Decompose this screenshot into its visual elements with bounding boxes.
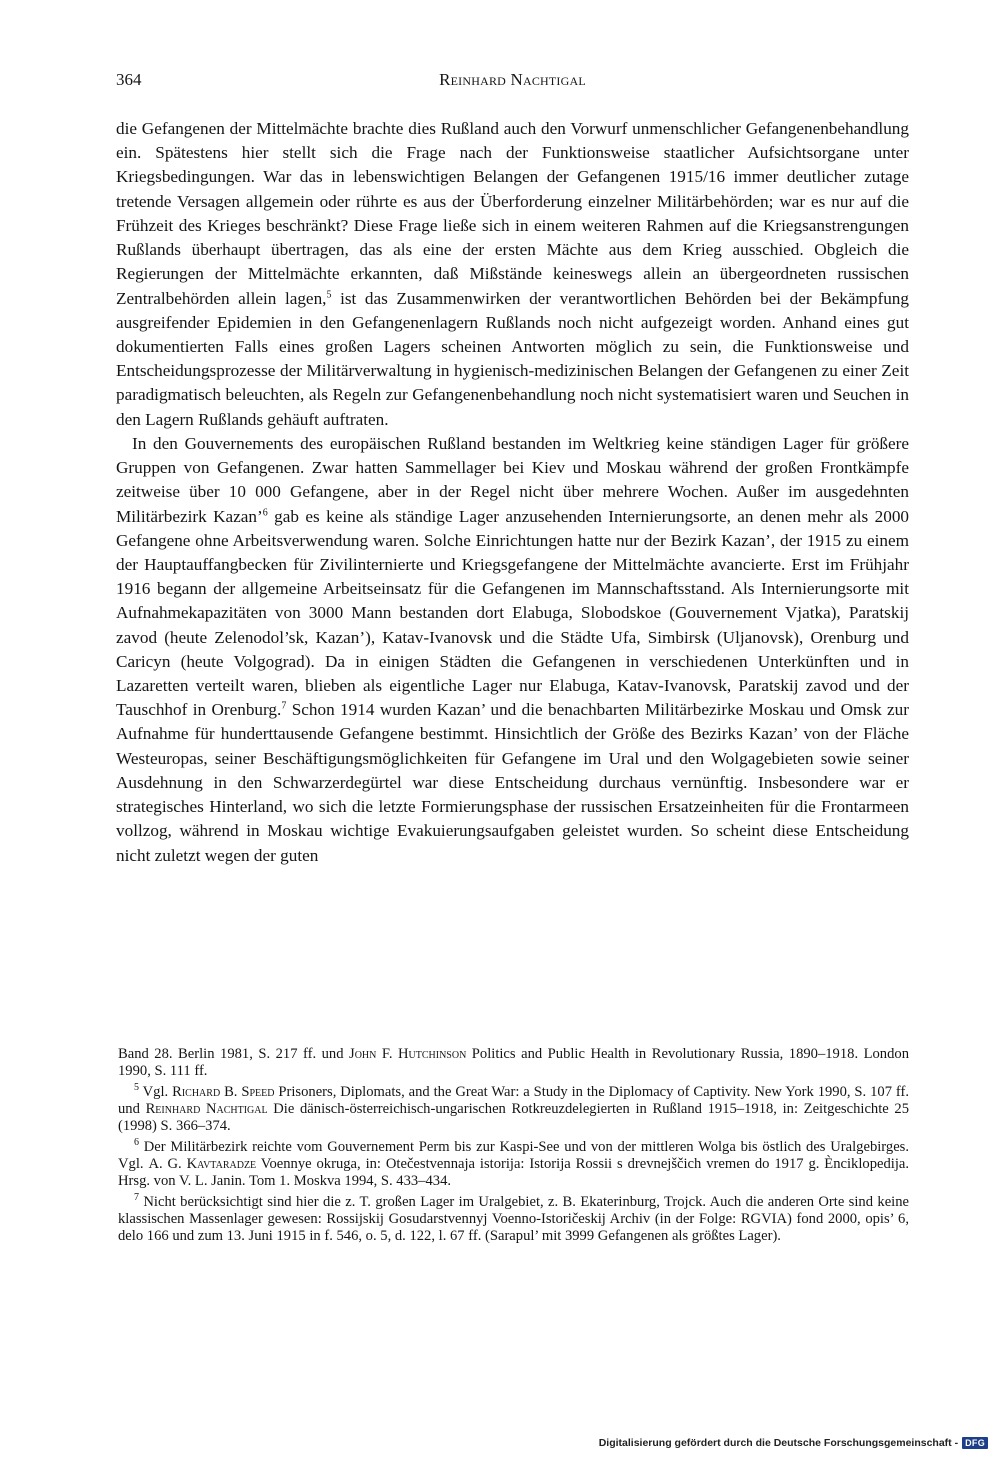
footnote-cont-author: John F. Hutchinson bbox=[349, 1046, 467, 1062]
paragraph-2-text-end: Schon 1914 wurden Kazan’ und die benachbarten Militärbezirke Moskau und Omsk zur Aufnahme für hunderttausende Gefangene bestimmt. Hinsichtlich der Größe des Bezirks Kazan’ von der Fläche Westeuropas, seiner Beschäftigungsmöglichkeiten für Gefangene im Ural und den Wolgagebieten sowie seiner Ausdehnung in den Schwarzerdegürtel war diese Entscheidung durchaus vernünftig. Insbesondere war er strategisches Hinterland, wo sich die letzte Formierungsphase der russischen Ersatzeinheiten für die Frontarmeen vollzog, während in Moskau wichtige Evakuierungsaufgaben geleistet wurden. So scheint diese Entscheidung nicht zuletzt wegen der guten bbox=[116, 700, 909, 865]
page-number: 364 bbox=[116, 70, 142, 89]
footnote-5-text-cont: Prisoners, Diplomats, and the Great War: a Study in the Diplomacy of Captivity. New York 1990, S. 107 ff. und bbox=[118, 1083, 910, 1118]
footnote-cont-text-end: Politics and Public Health in Revolutionary Russia, 1890–1918. London 1990, S. 111 ff. bbox=[118, 1046, 909, 1080]
dfg-logo: DFG bbox=[962, 1437, 988, 1449]
footnote-6-author: A. G. Kavtaradze bbox=[148, 1156, 257, 1173]
footnote-5-text-end: Die dänisch-österreichisch-ungarischen Rotkreuzdelegierten in Rußland 1915–1918, in: Zeitgeschichte 25 (1998) S. 366–374. bbox=[118, 1101, 910, 1135]
footnote-5-number: 5 bbox=[134, 1081, 139, 1093]
paragraph-1 bbox=[116, 117, 909, 432]
paragraph-1-text: die Gefangenen der Mittelmächte brachte dies Rußland auch den Vorwurf unmenschlicher Gefangenenbehandlung ein. Spätestens hier stellt sich die Frage nach der Funktionsweise staatlicher Aufsichtsorgane unter Kriegsbedingungen. War das in lebenswichtigen Belangen der Gefangenen 1915/16 immer deutlicher zutage tretende Versagen allgemein oder rührte es aus der Überforderung einzelner Militärbehörden; war es nur auf die Frühzeit des Krieges beschränkt? Diese Frage ließe sich in einem weiteren Rahmen auf die Kriegsanstrengungen Rußlands überhaupt übertragen, das als eine der ersten Mächte aus dem Krieg ausschied. Obgleich die Regierungen der Mittelmächte erkannten, daß Mißstände keineswegs allein an übergeordneten russischen Zentralbehörden allein lagen, bbox=[116, 119, 909, 308]
footnote-ref-5: 5 bbox=[326, 288, 332, 300]
running-title: Reinhard Nachtigal bbox=[439, 70, 586, 89]
paragraph-1-text-cont: ist das Zusammenwirken der verantwortlichen Behörden bei der Bekämpfung ausgreifender Epidemien in den Gefangenenlagern Rußlands noch nicht aufgezeigt worden. Anhand eines gut dokumentierten Falls eines großen Lagers scheinen Antworten möglich zu sein, die Funktionsweise und Entscheidungsprozesse der Militärverwaltung in hygienisch-medizinischen Belangen der Gefangenen zu einer Zeit paradigmatisch beleuchten, als Regeln zur Gefangenenbehandlung noch nicht systematisiert waren und Seuchen in den Lagern Rußlands gehäuft auftraten. bbox=[116, 288, 909, 429]
footnote-ref-7: 7 bbox=[281, 700, 287, 712]
paragraph-2-text: In den Gouvernements des europäischen Rußland bestanden im Weltkrieg keine ständigen Lager für größere Gruppen von Gefangenen. Zwar hatten Sammellager bei Kiev und Moskau während der großen Frontkämpfe zeitweise über 10 000 Gefangene, aber in der Regel nicht über mehrere Wochen. Außer im ausgedehnten Militärbezirk Kazan’ bbox=[116, 433, 909, 526]
footnote-7 bbox=[118, 1191, 909, 1246]
footnote-7-number: 7 bbox=[134, 1191, 139, 1203]
footnote-6-text: Der Militärbezirk reichte vom Gouvernement Perm bis zur Kaspi-See und von der mittleren Wolga bis östlich des Uralgebirges. Vgl. bbox=[118, 1138, 909, 1173]
footnote-cont-text: Band 28. Berlin 1981, S. 217 ff. und bbox=[118, 1046, 350, 1062]
paragraph-2-text-cont: gab es keine als ständige Lager anzusehenden Internierungsorte, an denen mehr als 2000 Gefangene ohne Arbeitsverwendung waren. Solche Einrichtungen hatte nur der Bezirk Kazan’, der 1915 zu einem der Hauptauffangbecken für Zivilinternierte und Kriegsgefangene der Mittelmächte avancierte. Erst im Frühjahr 1916 begann der allgemeine Arbeitseinsatz für die Gefangenen im Mannschaftsstand. Als Internierungsorte mit Aufnahmekapazitäten von 3000 Mann bestanden dort Elabuga, Slobodskoe (Gouvernement Vjatka), Paratskij zavod (heute Zelenodol’sk, Kazan’), Katav-Ivanovsk und die Städte Ufa, Simbirsk (Uljanovsk), Orenburg und Caricyn (heute Volgograd). Da in einigen Städten die Gefangenen in verschiedenen Unterkünften und in Lazaretten verteilt waren, blieben als eigentliche Lager nur Elabuga, Katav-Ivanovsk, Paratskij zavod und der Tauschhof in Orenburg. bbox=[116, 506, 910, 720]
page-header bbox=[116, 70, 909, 94]
footnote-ref-6: 6 bbox=[262, 506, 268, 518]
footnote-5-author-2: Reinhard Nachtigal bbox=[145, 1101, 268, 1118]
footnote-5 bbox=[118, 1081, 910, 1136]
main-text bbox=[116, 117, 909, 868]
credit-text: Digitalisierung gefördert durch die Deutsche Forschungsgemeinschaft - bbox=[598, 1437, 959, 1449]
footnote-6-number: 6 bbox=[134, 1136, 139, 1148]
footnote-6-text-end: Voennye okruga, in: Otečestvennaja istorija: Istorija Rossii s drevnejščich vremen do 1917 g. Ènciklopedija. Hrsg. von V. L. Janin. Tom 1. Moskva 1994, S. 433–434. bbox=[118, 1156, 909, 1190]
paragraph-2 bbox=[116, 432, 909, 868]
footnote-5-author-1: Richard B. Speed bbox=[172, 1083, 275, 1100]
digitization-credit bbox=[599, 1436, 988, 1450]
footnote-6 bbox=[118, 1136, 909, 1191]
footnote-continued bbox=[118, 1046, 909, 1081]
footnote-5-text: Vgl. bbox=[139, 1083, 173, 1100]
footnotes bbox=[118, 1046, 909, 1246]
footnote-7-text: Nicht berücksichtigt sind hier die z. T. großen Lager im Uralgebiet, z. B. Ekaterinburg, Trojck. Auch die anderen Orte sind keine klassischen Massenlager gewesen: Rossijskij Gosudarstvennyj Voenno-Istoričeskij Archiv (in der Folge: RGVIA) fond 2000, opis’ 6, delo 166 und zum 13. Juni 1915 in f. 546, o. 5, d. 122, l. 67 ff. (Sarapul’ mit 3999 Gefangenen als größtes Lager). bbox=[118, 1193, 909, 1245]
